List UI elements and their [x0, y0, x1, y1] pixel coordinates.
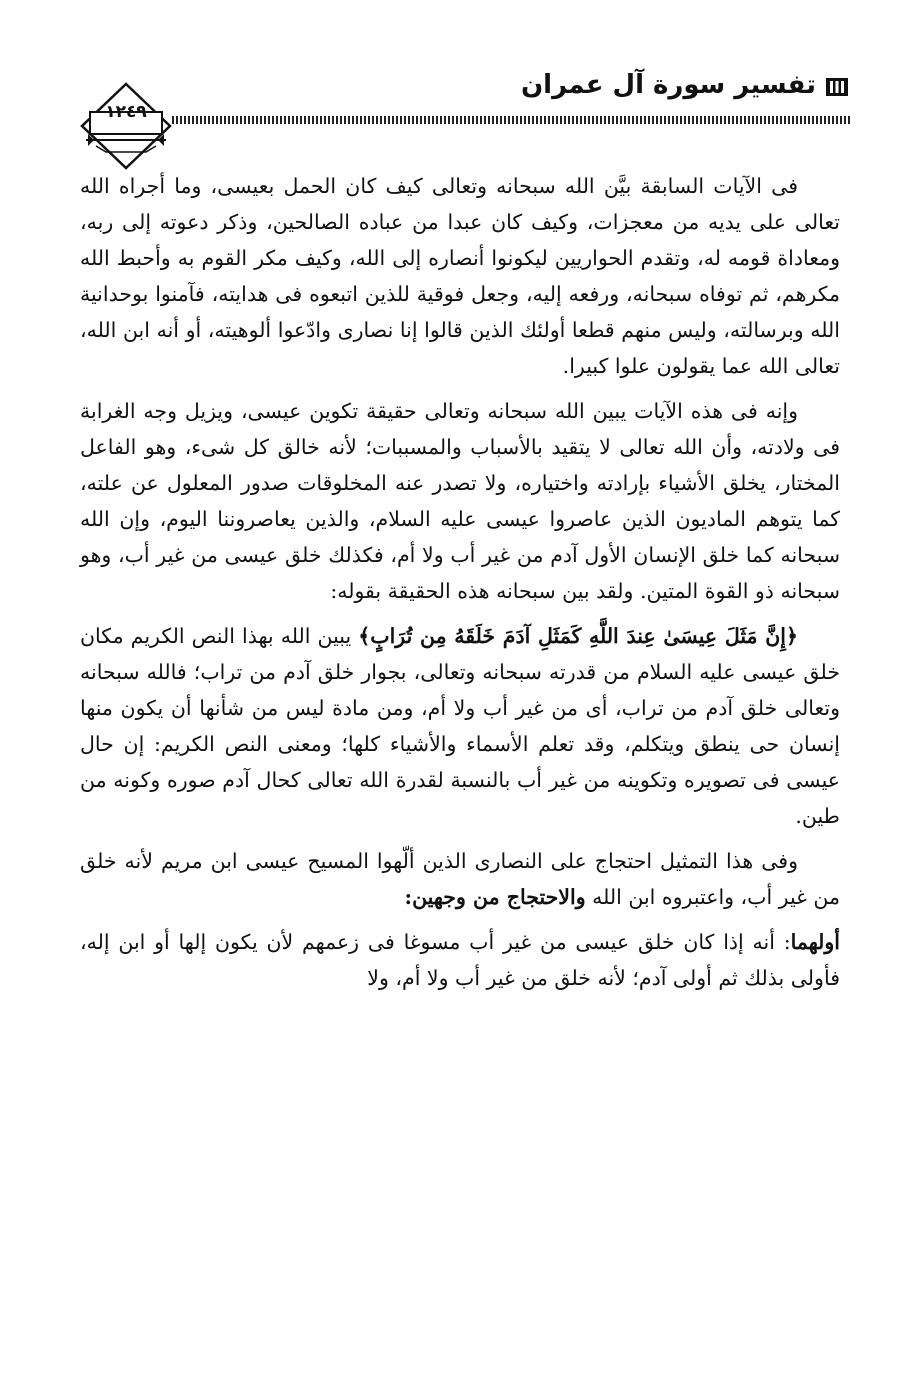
- page-header: [80, 60, 850, 170]
- paragraph-3: [80, 618, 840, 834]
- paragraph-1: فى الآيات السابقة بيَّن الله سبحانه وتعالى كيف كان الحمل بعيسى، وما أجراه الله تعالى على يديه من معجزات، وكيف كان عبدا من عباده الصالحين، وذكر دعوته إلى ربه، ومعاداة قومه له، وتقدم الحواريين ليكونوا أنصاره إلى الله، وكيف مكر القوم به وأحبط الله مكرهم، ثم توفاه سبحانه، ورفعه إليه، وجعل فوقية للذين اتبعوه فى هدايته، فآمنوا بوحدانية الله وبرسالته، وليس منهم قطعا أولئك الذين قالوا إنا نصارى وادّعوا ألوهيته، أو أنه ابن الله، تعالى الله عما يقولون علوا كبيرا.: [80, 174, 840, 378]
- quran-verse: ﴿إِنَّ مَثَلَ عِيسَىٰ عِندَ اللَّهِ كَمَثَلِ آدَمَ خَلَقَهُ مِن تُرَابٍ﴾: [358, 624, 798, 648]
- paragraph-4-bold: والاحتجاج من وجهين:: [404, 885, 586, 909]
- page-number: ١٢٤٩: [105, 102, 147, 122]
- paragraph-3-text: يبين الله بهذا النص الكريم مكان خلق عيسى عليه السلام من قدرته سبحانه وتعالى، بجوار خلق آدم من تراب؛ فالله سبحانه وتعالى خلق آدم من تراب، أى من غير أب ولا أم، ومن مادة ليس من شأنها أن يكون منها إنسان حى ينطق ويتكلم، وقد تعلم الأسماء والأشياء كلها؛ ومعنى النص الكريم: إن حال عيسى فى تصويره وتكوينه من غير أب بالنسبة لقدرة الله تعالى كحال آدم صوره وكونه من طين.: [80, 624, 840, 828]
- paragraph-4-text: وفى هذا التمثيل احتجاج على النصارى الذين ألّهوا المسيح عيسى ابن مريم لأنه خلق من غير أب، واعتبروه ابن الله: [80, 849, 840, 909]
- paragraph-5: [80, 924, 840, 996]
- paragraph-4: [80, 843, 840, 915]
- page-number-ornament-icon: [80, 82, 172, 170]
- title-ornament-icon: [824, 76, 850, 98]
- paragraph-2: وإنه فى هذه الآيات يبين الله سبحانه وتعالى حقيقة تكوين عيسى، ويزيل وجه الغرابة فى ولادته، وأن الله تعالى لا يتقيد بالأسباب والمسببات؛ لأنه خالق كل شىء، وهو الفاعل المختار، يخلق الأشياء بإرادته واختياره، ولا تصدر عنه المخلوقات صدور المعلول عن علته، كما يتوهم الماديون الذين عاصروا عيسى عليه السلام، والذين يعاصروننا اليوم، وإن الله سبحانه كما خلق الإنسان الأول آدم من غير أب ولا أم، فكذلك خلق عيسى من غير أب، وهو سبحانه ذو القوة المتين. ولقد بين سبحانه هذه الحقيقة بقوله:: [80, 399, 840, 603]
- header-rule: [172, 116, 850, 124]
- running-title: تفسير سورة آل عمران: [520, 70, 816, 100]
- page-body: [80, 168, 840, 1005]
- paragraph-5-text: : أنه إذا كان خلق عيسى من غير أب مسوغا فى زعمهم لأن يكون إلها أو ابن إله، فأولى بذلك ثم أولى آدم؛ لأنه خلق من غير أب ولا أم، ولا: [80, 930, 840, 990]
- point-label-first: أولهما: [790, 930, 840, 954]
